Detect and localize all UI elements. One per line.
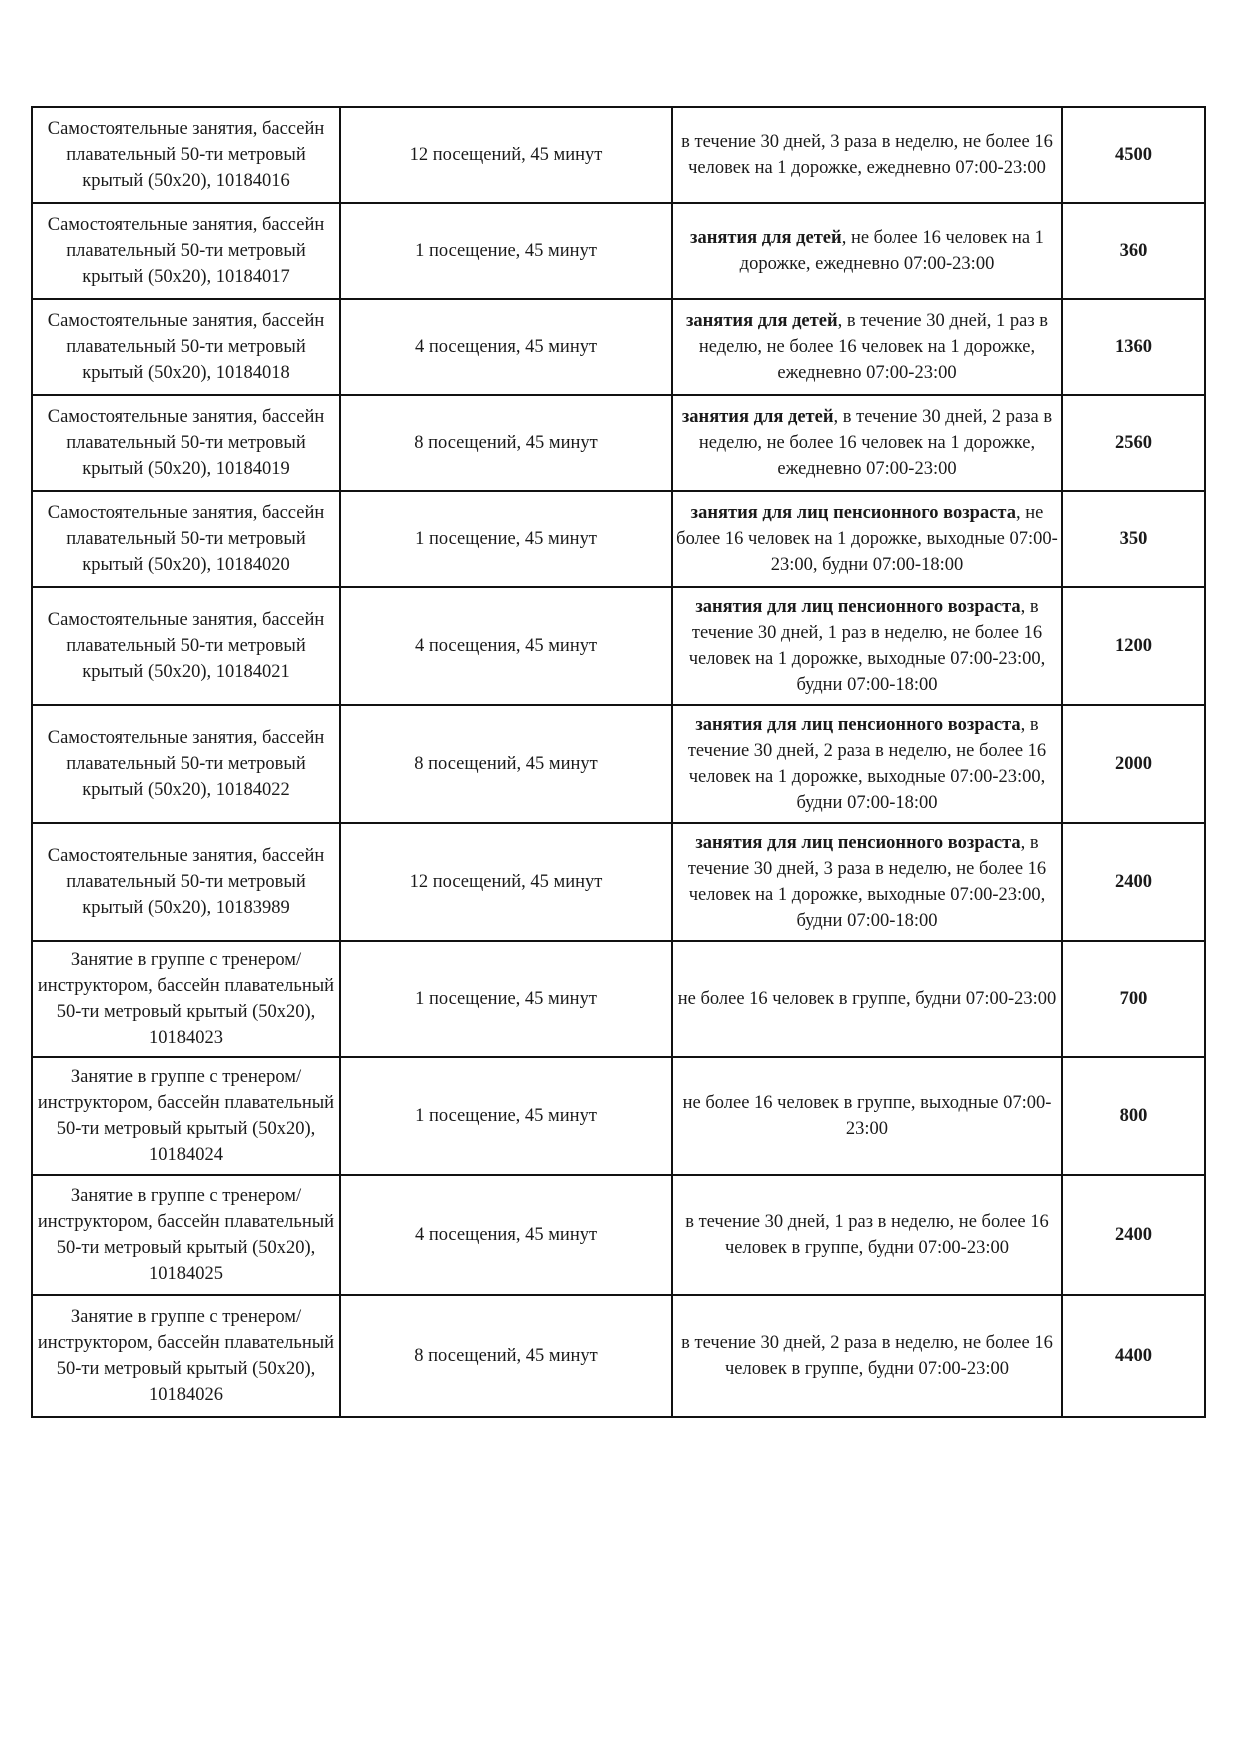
conditions-cell bbox=[672, 395, 1062, 491]
service-cell: Самостоятельные занятия, бассейн плавательный 50-ти метровый крытый (50х20), 10184021 bbox=[32, 587, 340, 705]
table-row bbox=[32, 1175, 1205, 1295]
price-cell: 350 bbox=[1062, 491, 1205, 587]
conditions-text: , в течение 30 дней, 2 раза в неделю, не более 16 человек на 1 дорожке, ежедневно 07:00-23:00 bbox=[698, 407, 1053, 479]
conditions-cell bbox=[672, 941, 1062, 1057]
visits-cell: 4 посещения, 45 минут bbox=[340, 587, 672, 705]
service-cell: Занятие в группе с тренером/инструктором, бассейн плавательный 50-ти метровый крытый (50х20), 10184025 bbox=[32, 1175, 340, 1295]
conditions-cell bbox=[672, 491, 1062, 587]
conditions-cell bbox=[672, 1295, 1062, 1417]
service-cell: Занятие в группе с тренером/инструктором, бассейн плавательный 50-ти метровый крытый (50х20), 10184026 bbox=[32, 1295, 340, 1417]
conditions-text: , не более 16 человек на 1 дорожке, выходные 07:00-23:00, будни 07:00-18:00 bbox=[676, 503, 1058, 575]
price-cell: 2000 bbox=[1062, 705, 1205, 823]
service-cell: Самостоятельные занятия, бассейн плавательный 50-ти метровый крытый (50х20), 10184019 bbox=[32, 395, 340, 491]
table-row bbox=[32, 823, 1205, 941]
table-row bbox=[32, 395, 1205, 491]
table-row bbox=[32, 491, 1205, 587]
price-cell: 2560 bbox=[1062, 395, 1205, 491]
service-cell: Самостоятельные занятия, бассейн плавательный 50-ти метровый крытый (50х20), 10184022 bbox=[32, 705, 340, 823]
table-row bbox=[32, 1057, 1205, 1175]
price-cell: 700 bbox=[1062, 941, 1205, 1057]
conditions-bold-text: занятия для детей bbox=[685, 311, 838, 331]
conditions-cell bbox=[672, 587, 1062, 705]
conditions-bold-text: занятия для детей bbox=[681, 407, 834, 427]
price-cell: 4400 bbox=[1062, 1295, 1205, 1417]
visits-cell: 1 посещение, 45 минут bbox=[340, 491, 672, 587]
conditions-text: в течение 30 дней, 3 раза в неделю, не более 16 человек на 1 дорожке, ежедневно 07:00-23:00 bbox=[681, 132, 1053, 178]
visits-cell: 1 посещение, 45 минут bbox=[340, 1057, 672, 1175]
price-cell: 4500 bbox=[1062, 107, 1205, 203]
service-cell: Самостоятельные занятия, бассейн плавательный 50-ти метровый крытый (50х20), 10184016 bbox=[32, 107, 340, 203]
service-cell: Самостоятельные занятия, бассейн плавательный 50-ти метровый крытый (50х20), 10184018 bbox=[32, 299, 340, 395]
visits-cell: 8 посещений, 45 минут bbox=[340, 705, 672, 823]
conditions-bold-text: занятия для детей bbox=[690, 228, 842, 248]
service-cell: Самостоятельные занятия, бассейн плавательный 50-ти метровый крытый (50х20), 10184020 bbox=[32, 491, 340, 587]
visits-cell: 4 посещения, 45 минут bbox=[340, 299, 672, 395]
visits-cell: 8 посещений, 45 минут bbox=[340, 1295, 672, 1417]
service-cell: Самостоятельные занятия, бассейн плавательный 50-ти метровый крытый (50х20), 10184017 bbox=[32, 203, 340, 299]
price-cell: 2400 bbox=[1062, 1175, 1205, 1295]
visits-cell: 12 посещений, 45 минут bbox=[340, 107, 672, 203]
conditions-cell bbox=[672, 1057, 1062, 1175]
conditions-text: , в течение 30 дней, 2 раза в неделю, не более 16 человек на 1 дорожке, выходные 07:00-23:00, будни 07:00-18:00 bbox=[687, 715, 1047, 813]
conditions-cell bbox=[672, 1175, 1062, 1295]
conditions-text: в течение 30 дней, 1 раз в неделю, не более 16 человек в группе, будни 07:00-23:00 bbox=[685, 1212, 1049, 1258]
table-row bbox=[32, 587, 1205, 705]
visits-cell: 12 посещений, 45 минут bbox=[340, 823, 672, 941]
conditions-text: , не более 16 человек на 1 дорожке, ежедневно 07:00-23:00 bbox=[739, 228, 1044, 274]
visits-cell: 1 посещение, 45 минут bbox=[340, 941, 672, 1057]
conditions-cell bbox=[672, 705, 1062, 823]
table-row bbox=[32, 941, 1205, 1057]
price-table bbox=[31, 106, 1206, 1418]
visits-cell: 4 посещения, 45 минут bbox=[340, 1175, 672, 1295]
conditions-cell bbox=[672, 299, 1062, 395]
conditions-bold-text: занятия для лиц пенсионного возраста bbox=[695, 715, 1021, 735]
conditions-bold-text: занятия для лиц пенсионного возраста bbox=[695, 833, 1021, 853]
table-row bbox=[32, 1295, 1205, 1417]
visits-cell: 1 посещение, 45 минут bbox=[340, 203, 672, 299]
price-cell: 1360 bbox=[1062, 299, 1205, 395]
conditions-text: , в течение 30 дней, 3 раза в неделю, не более 16 человек на 1 дорожке, выходные 07:00-23:00, будни 07:00-18:00 bbox=[687, 833, 1047, 931]
conditions-bold-text: занятия для лиц пенсионного возраста bbox=[690, 503, 1016, 523]
table-row bbox=[32, 107, 1205, 203]
service-cell: Занятие в группе с тренером/инструктором, бассейн плавательный 50-ти метровый крытый (50х20), 10184023 bbox=[32, 941, 340, 1057]
price-cell: 2400 bbox=[1062, 823, 1205, 941]
conditions-text: , в течение 30 дней, 1 раз в неделю, не более 16 человек на 1 дорожке, выходные 07:00-23:00, будни 07:00-18:00 bbox=[688, 597, 1046, 695]
conditions-cell bbox=[672, 823, 1062, 941]
service-cell: Самостоятельные занятия, бассейн плавательный 50-ти метровый крытый (50х20), 10183989 bbox=[32, 823, 340, 941]
conditions-text: в течение 30 дней, 2 раза в неделю, не более 16 человек в группе, будни 07:00-23:00 bbox=[681, 1333, 1053, 1379]
service-cell: Занятие в группе с тренером/инструктором, бассейн плавательный 50-ти метровый крытый (50х20), 10184024 bbox=[32, 1057, 340, 1175]
table-row bbox=[32, 705, 1205, 823]
conditions-text: не более 16 человек в группе, выходные 07:00-23:00 bbox=[682, 1093, 1052, 1139]
visits-cell: 8 посещений, 45 минут bbox=[340, 395, 672, 491]
price-cell: 360 bbox=[1062, 203, 1205, 299]
conditions-bold-text: занятия для лиц пенсионного возраста bbox=[695, 597, 1021, 617]
conditions-cell bbox=[672, 203, 1062, 299]
conditions-text: , в течение 30 дней, 1 раз в неделю, не более 16 человек на 1 дорожке, ежедневно 07:00-23:00 bbox=[698, 311, 1049, 383]
conditions-text: не более 16 человек в группе, будни 07:00-23:00 bbox=[677, 989, 1057, 1009]
conditions-cell bbox=[672, 107, 1062, 203]
price-cell: 800 bbox=[1062, 1057, 1205, 1175]
price-cell: 1200 bbox=[1062, 587, 1205, 705]
table-row bbox=[32, 299, 1205, 395]
price-table-body bbox=[32, 107, 1205, 1417]
table-row bbox=[32, 203, 1205, 299]
